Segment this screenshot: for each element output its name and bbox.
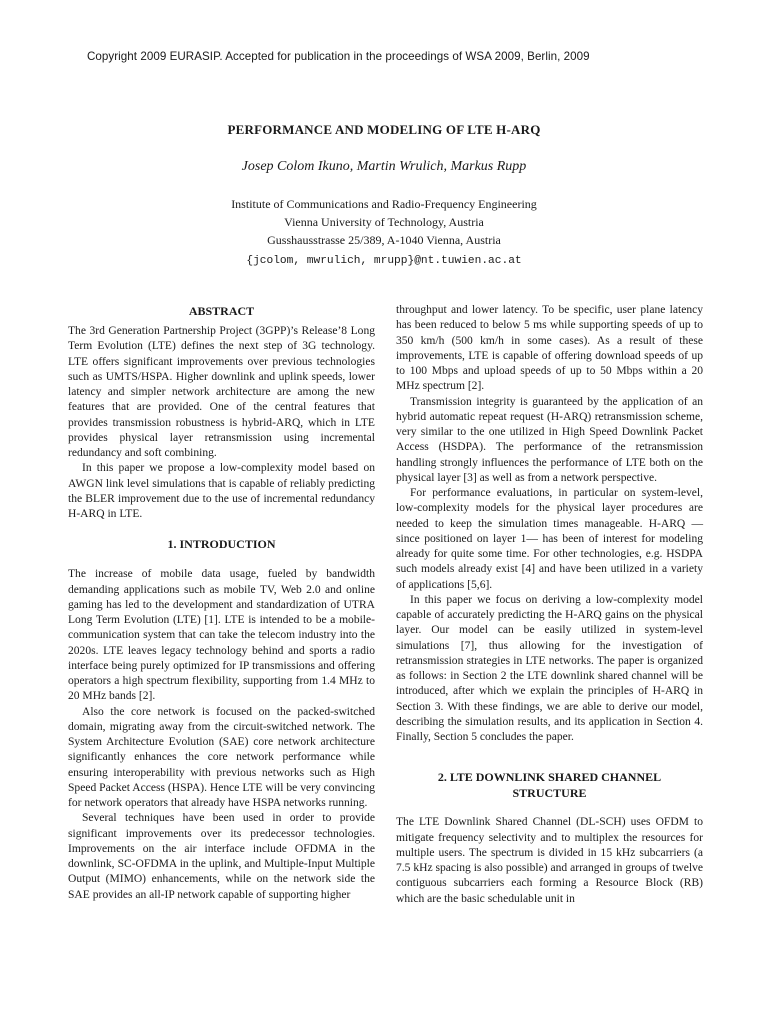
email-domain: @nt.tuwien.ac.at (414, 255, 522, 267)
abstract-paragraph: The 3rd Generation Partnership Project (3GPP)’s Release’8 Long Term Evolution (LTE) defines the next step of 3G technology. LTE offers significant improvements over previous technologies such as UMTS/HSPA. Higher downlink and uplink speeds, lower latency and simpler network architecture are among the new features that are provided. One of the central features that provides transmission robustness is hybrid-ARQ, which in LTE provides physical layer retransmission using incremental redundancy and soft combining. (68, 325, 375, 459)
copyright-notice: Copyright 2009 EURASIP. Accepted for publication in the proceedings of WSA 2009, Berlin, 2009 (87, 50, 590, 63)
right-column (396, 303, 703, 907)
author-emails (0, 252, 768, 267)
section2-heading-line: STRUCTURE (512, 786, 587, 801)
body-paragraph: The LTE Downlink Shared Channel (DL-SCH) uses OFDM to mitigate frequency selectivity and to multiplex the resources for multiple users. The spectrum is divided in 15 kHz subcarriers (a 7.5 kHz spacing is also possible) and arranged in groups of twelve contiguous subcarriers each forming a Resource Block (RB) which are the basic schedulable unit in (396, 816, 703, 905)
section2-heading-line: 2. LTE DOWNLINK SHARED CHANNEL (437, 770, 662, 785)
email-names: {jcolom, mwrulich, mrupp} (246, 255, 415, 267)
intro-paragraph: Several techniques have been used in order to provide significant improvements over its predecessor technologies. Improvements on the air interface include OFDMA in the downlink, SC-OFDMA in the uplink, and Multiple-Input Multiple Output (MIMO) enhancements, while on the network side the SAE provides an all-IP network capable of supporting higher (68, 812, 375, 901)
abstract-heading: ABSTRACT (188, 304, 255, 318)
left-column (68, 303, 375, 903)
body-paragraph: Transmission integrity is guaranteed by the application of an hybrid automatic repeat request (H-ARQ) retransmission scheme, very similar to the one utilized in High Speed Downlink Packet Access (HSDPA). The performance of the retransmission handling strongly influences the performance of LTE both on the physical layer [3] as well as from a network perspective. (396, 395, 703, 484)
section2-heading (396, 769, 703, 801)
affiliation-institute: Institute of Communications and Radio-Frequency Engineering (231, 197, 537, 211)
body-paragraph: In this paper we focus on deriving a low-complexity model capable of accurately predicting the H-ARQ gains on the physical layer. Our model can be easily utilized in system-level simulations [7], thus allowing for the investigation of retransmission strategies in LTE networks. The paper is organized as follows: in Section 2 the LTE downlink shared channel will be introduced, after which we explain the principles of H-ARQ in Section 3. With these findings, we are able to derive our model, describing the simulation results, and its application in Section 4. Finally, Section 5 concludes the paper. (396, 593, 703, 743)
intro-paragraph: The increase of mobile data usage, fueled by bandwidth demanding applications such as mobile TV, Web 2.0 and online gaming has led to the development and standardization of UTRA Long Term Evolution (LTE) [1]. LTE is intended to be a mobile-communication system that can take the telecom industry into the 2020s. LTE leaves legacy technology behind and sports a radio interface being purely optimized for IP transmissions and offering operators a high spectrum flexibility, supporting from 1.4 MHz to 20 MHz bands [2]. (68, 568, 375, 703)
introduction-heading: 1. INTRODUCTION (167, 537, 276, 552)
affiliation-address: Gusshausstrasse 25/389, A-1040 Vienna, Austria (267, 233, 501, 247)
intro-paragraph: Also the core network is focused on the packed-switched domain, migrating away from the circuit-switched network. The System Architecture Evolution (SAE) core network architecture significantly enhances the core network performance while ensuring interoperability with previous networks such as High Speed Packet Access (HSPA). Hence LTE will be very convincing for network operators that already have HSPA networks running. (68, 705, 375, 809)
paper-title: PERFORMANCE AND MODELING OF LTE H-ARQ (227, 122, 541, 137)
author-list: Josep Colom Ikuno, Martin Wrulich, Markus Rupp (241, 159, 527, 174)
affiliation-university: Vienna University of Technology, Austria (284, 215, 484, 229)
body-paragraph: For performance evaluations, in particular on system-level, low-complexity models for the physical layer procedures are needed to keep the simulation times manageable. H-ARQ — since positioned on layer 1— has been of interest for modeling already for quite some time. For other technologies, e.g. HSDPA such models already exist [4] and have been utilized in a variety of applications [5,6]. (396, 487, 703, 591)
abstract-paragraph: In this paper we propose a low-complexity model based on AWGN link level simulations that is capable of reliably predicting the BLER improvement due to the use of incremental redundancy H-ARQ in LTE. (68, 462, 375, 520)
body-paragraph: throughput and lower latency. To be specific, user plane latency has been reduced to below 5 ms while supporting speeds of up to 350 km/h (500 km/h in some cases). As a result of these improvements, LTE is capable of offering download speeds of up to 100 Mbps and upload speeds of up to 50 Mbps within a 20 MHz spectrum [2]. (396, 304, 703, 393)
